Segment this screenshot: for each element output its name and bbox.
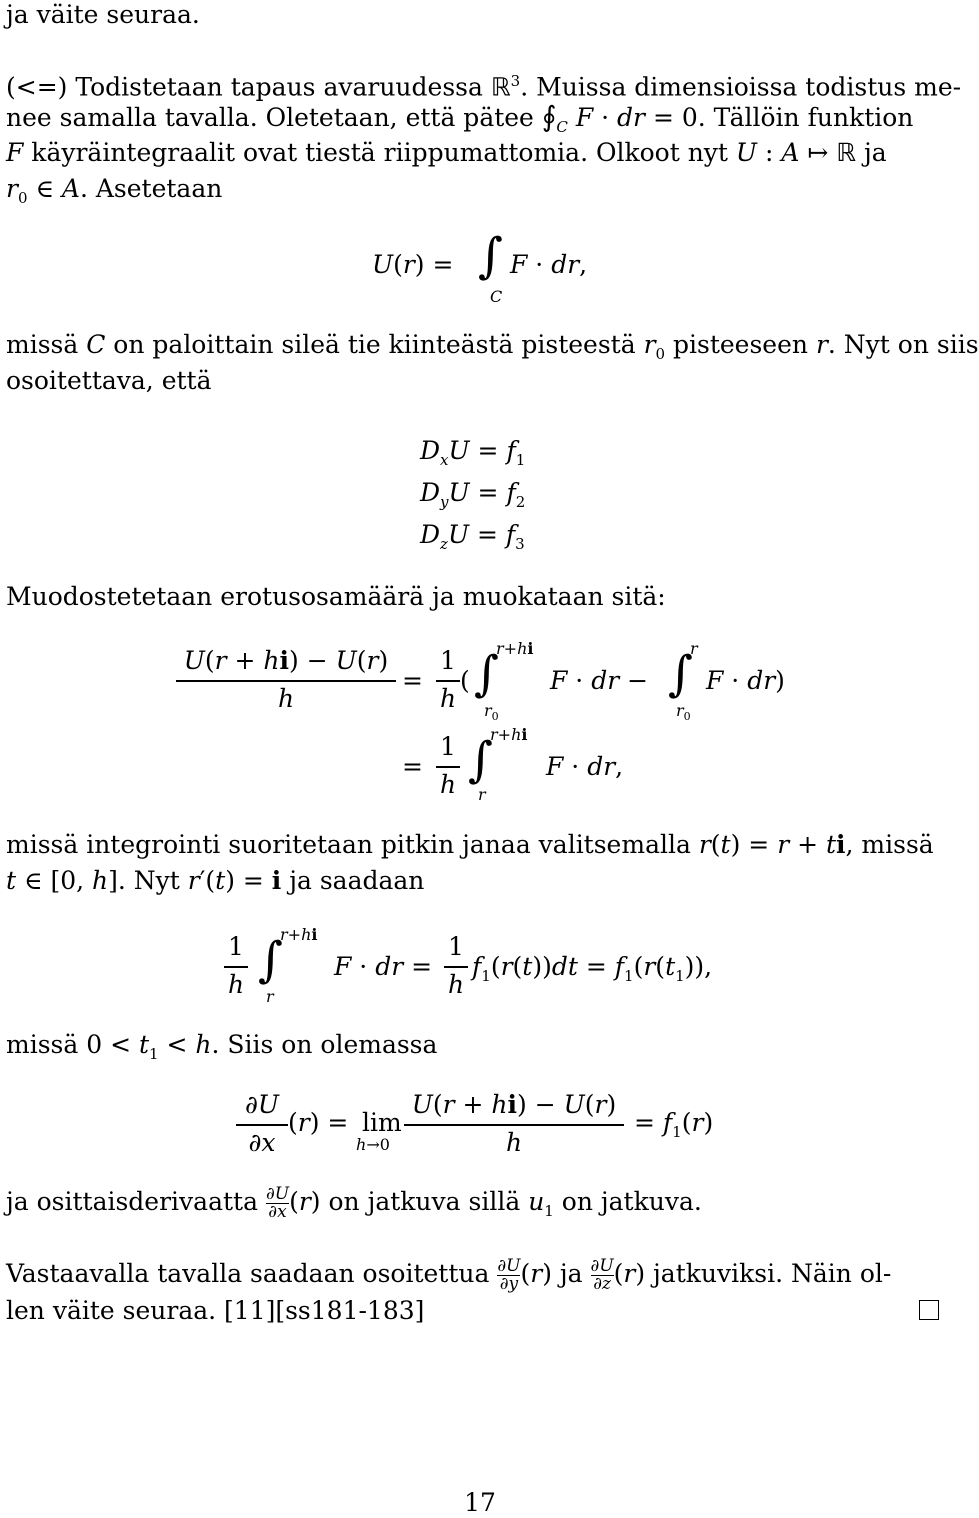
- page-number: 17: [464, 1488, 496, 1517]
- text-line: Vastaavalla tavalla saadaan osoitettua $\frac{\partial U}{\partial y}$ (r) ja $\frac{\partial U}{\partial z}$ (r) jatkuviksi. Näin ol-: [6, 1256, 892, 1294]
- text-line: ja väite seuraa.: [6, 0, 200, 29]
- text-line: len väite seuraa. [11][ss181-183]: [6, 1296, 425, 1325]
- text-line: missä $0 < t_1 < h$. Siis on olemassa: [6, 1030, 438, 1063]
- text-line: osoitettava, että: [6, 366, 212, 395]
- text-line: missä C on paloittain sileä tie kiinteästä pisteestä $r_0$ pisteeseen r. Nyt on siis: [6, 330, 979, 363]
- text-line: t ∈ [0, h]. Nyt r′(t) = i ja saadaan: [6, 866, 425, 895]
- text-line: nee samalla tavalla. Oletetaan, että pätee $∮_C$ F · dr = 0. Tällöin funktion: [6, 100, 914, 136]
- text-line: F käyräintegraalit ovat tiestä riippumattomia. Olkoot nyt U : A ↦ ℝ ja: [6, 138, 887, 167]
- qed-symbol: [919, 1300, 939, 1320]
- text-line: (<=) Todistetaan tapaus avaruudessa ℝ$^3$. Muissa dimensioissa todistus me-: [6, 72, 962, 102]
- text-line: $r_0$ ∈ A. Asetetaan: [6, 174, 223, 207]
- text-line: missä integrointi suoritetaan pitkin janaa valitsemalla r(t) = r + ti, missä: [6, 830, 934, 859]
- text-line: Muodostetetaan erotusosamäärä ja muokataan sitä:: [6, 582, 666, 611]
- text-line: ja osittaisderivaatta $\frac{\partial U}{\partial x}$ (r) on jatkuva sillä $u_1$ on jatkuva.: [6, 1184, 702, 1222]
